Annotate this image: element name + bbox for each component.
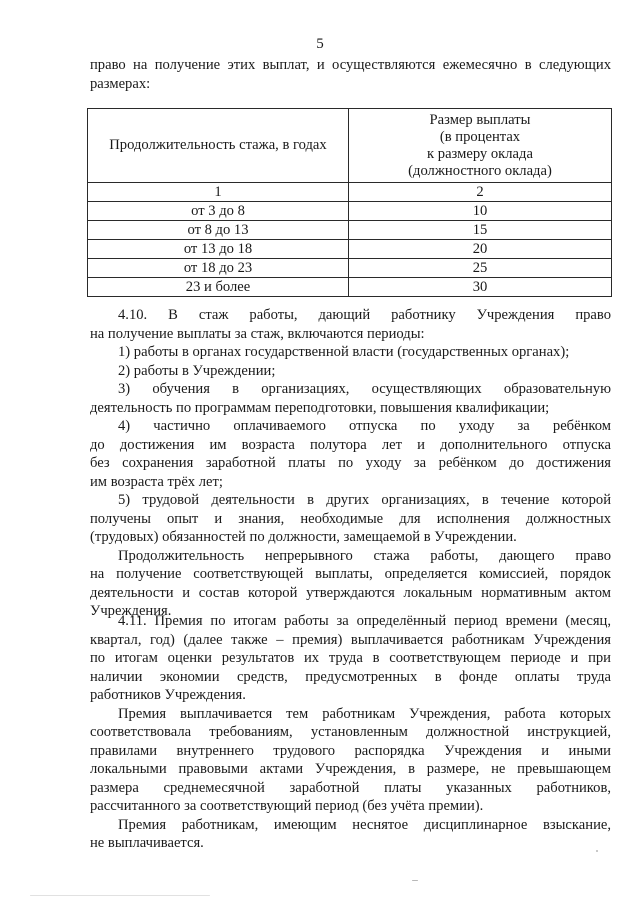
text-line: работников Учреждения.	[90, 687, 246, 703]
text-line: размера среднемесячной заработной платы указанных работников,	[90, 779, 611, 796]
page-number: 5	[316, 36, 324, 52]
table-header-payment	[349, 109, 612, 183]
seniority-pay-table	[87, 108, 612, 297]
text-line: Премия работникам, имеющим неснятое дисциплинарное взыскание,	[118, 816, 611, 833]
text-line: соответствовала требованиям, установленным должностной инструкцией,	[90, 724, 611, 740]
text-line: на получение соответствующей выплаты, определяется комиссией, порядок	[90, 566, 611, 582]
scan-speck	[596, 850, 598, 852]
text-line: 4) частично оплачиваемого отпуска по уходу за ребёнком	[118, 418, 611, 434]
text-line: 4.10. В стаж работы, дающий работнику Учреждения право	[118, 307, 611, 323]
intro-line: размерах:	[90, 75, 151, 92]
text-line: им возраста трёх лет;	[90, 473, 223, 490]
table-row	[88, 259, 612, 278]
text-line: без сохранения заработной платы по уходу за ребёнком до достижения	[90, 455, 611, 471]
cell-percent: 15	[349, 221, 612, 240]
table-header-duration: Продолжительность стажа, в годах	[88, 109, 349, 183]
text-line: локальными правовыми актами Учреждения, в размере, не превышающем	[90, 761, 611, 777]
cell-percent: 30	[349, 278, 612, 297]
cell-period: от 8 до 13	[88, 221, 349, 240]
text-line: получены опыт и знания, необходимые для исполнения должностных	[90, 510, 611, 527]
cell-period: 23 и более	[88, 278, 349, 297]
cell-period: от 18 до 23	[88, 259, 349, 278]
text-line: по итогам оценки результатов их труда в соответствующем периоде и при	[90, 650, 611, 666]
cell-percent: 25	[349, 259, 612, 278]
header-line: (должностного оклада)	[408, 162, 552, 179]
text-line: 5) трудовой деятельности в других организациях, в течение которой	[118, 492, 611, 508]
text-line: (трудовых) обязанностей по должности, замещаемой в Учреждении.	[90, 529, 517, 545]
cell-period: от 13 до 18	[88, 240, 349, 259]
text-line: квартал, год) (далее также – премия) выплачивается работникам Учреждения	[90, 631, 611, 648]
header-line: (в процентах	[439, 128, 521, 145]
header-line: Размер выплаты	[429, 111, 531, 128]
text-line: Продолжительность непрерывного стажа работы, дающего право	[118, 547, 611, 564]
scan-edge	[30, 895, 210, 896]
table-header-row	[88, 109, 612, 183]
table-row	[88, 183, 612, 202]
text-line: 2) работы в Учреждении;	[118, 362, 276, 379]
cell-percent: 10	[349, 202, 612, 221]
table-row	[88, 202, 612, 221]
text-line: 1) работы в органах государственной власти (государственных органах);	[118, 344, 570, 360]
text-line: рассчитанного за соответствующий период (без учёта премии).	[90, 798, 484, 814]
text-line: деятельность по программам переподготовки, повышения квалификации;	[90, 399, 550, 416]
cell-period: от 3 до 8	[88, 202, 349, 221]
text-line: Учреждения.	[90, 603, 172, 619]
table-row	[88, 240, 612, 259]
text-line: 4.11. Премия по итогам работы за определённый период времени (месяц,	[118, 613, 611, 629]
cell-percent: 20	[349, 240, 612, 259]
section-4-11	[90, 612, 611, 853]
text-line: правилами внутреннего трудового распорядка Учреждения и иными	[90, 742, 611, 759]
intro-line: право на получение этих выплат, и осуществляются ежемесячно в следующих	[90, 57, 611, 73]
text-line: наличии экономии средств, предусмотренных в фонде оплаты труда	[90, 668, 611, 685]
text-line: не выплачивается.	[90, 835, 204, 851]
section-4-10	[90, 306, 611, 621]
text-line: деятельности и состав которой утверждаются локальным нормативным актом	[90, 584, 611, 601]
text-line: 3) обучения в организациях, осуществляющих образовательную	[118, 381, 611, 397]
table-row	[88, 278, 612, 297]
cell-period: 1	[88, 183, 349, 202]
table-row	[88, 221, 612, 240]
text-line: Премия выплачивается тем работникам Учреждения, работа которых	[118, 705, 611, 722]
text-line: до достижения им возраста полутора лет и дополнительного отпуска	[90, 436, 611, 453]
intro-paragraph	[90, 56, 611, 93]
scan-speck	[412, 880, 418, 881]
header-line: к размеру оклада	[427, 145, 533, 162]
cell-percent: 2	[349, 183, 612, 202]
text-line: на получение выплаты за стаж, включаются периоды:	[90, 325, 425, 342]
